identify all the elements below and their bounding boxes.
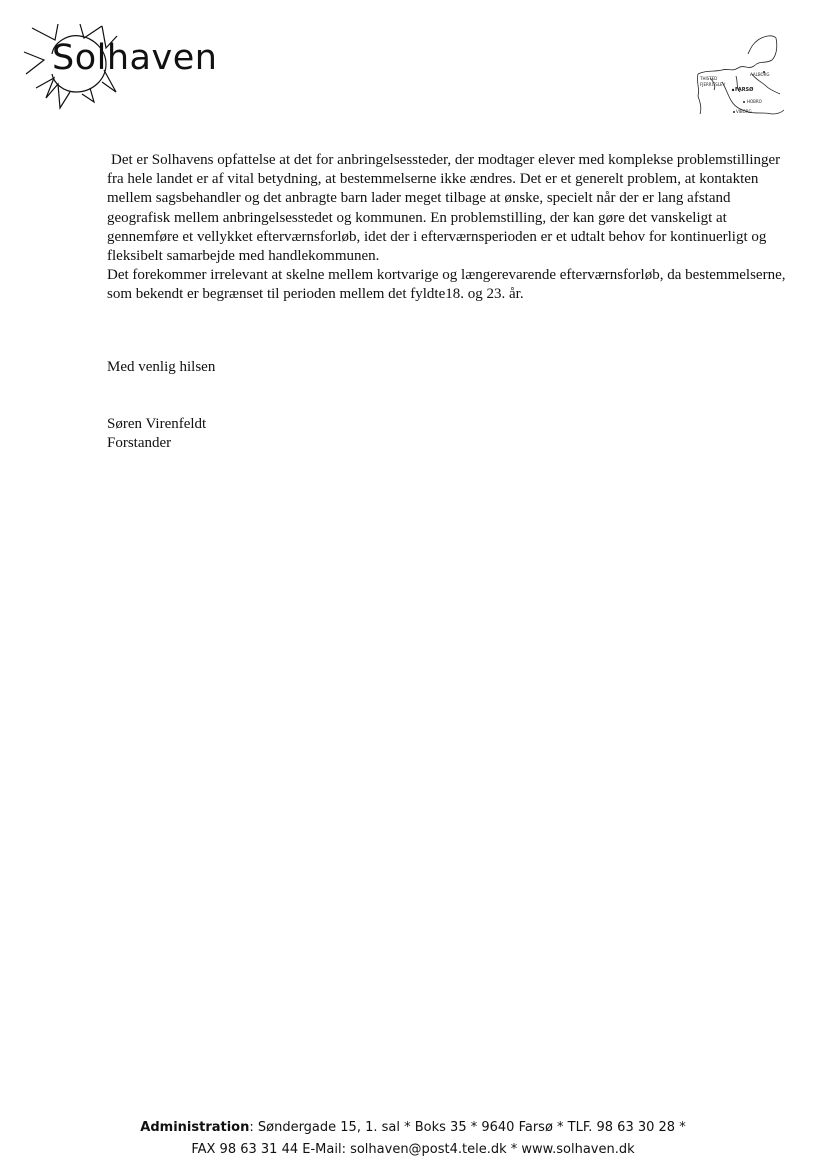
region-map <box>692 30 784 118</box>
body-paragraph: Det er Solhavens opfattelse at det for anbringelsessteder, der modtager elever med komplekse problemstillinger fra hele landet er af vital betydning, at bestemmelserne ikke ændres. Det er et generelt problem, at kontakten mellem sagsbehandler og det anbragte barn lader meget tilbage at ønske, specielt når der er lang afstand geografisk mellem anbringelsesstedet og kommunen. En problemstilling, der kan gøre det vanskeligt at gennemføre et vellykket efterværnsforløb, idet der i efterværnsperioden er et udtalt behov for kontinuerligt og fleksibelt samarbejde med handlekommunen. <box>107 152 781 265</box>
footer-contact-line: FAX 98 63 31 44 E-Mail: solhaven@post4.tele.dk * www.solhaven.dk <box>191 1142 635 1157</box>
closing-salutation: Med venlig hilsen <box>107 359 216 375</box>
body-paragraph: Det forekommer irrelevant at skelne mellem kortvarige og længerevarende efterværnsforløb, da bestemmelserne, som bekendt er begrænset til perioden mellem det fyldte18. og 23. år. <box>107 267 786 303</box>
map-label-viborg: VIBORG <box>736 109 752 114</box>
map-label-farso: FARSØ <box>735 87 754 93</box>
map-label-fjerritslev: FJERRITSLEV <box>700 82 726 87</box>
signer-title: Forstander <box>107 435 172 451</box>
signature-block <box>107 415 206 453</box>
logo-wordmark: Solhaven <box>52 38 218 78</box>
map-label-hobro: HOBRO <box>747 99 762 104</box>
map-label-aalborg: AALBORG <box>750 72 770 77</box>
footer-address: : Søndergade 15, 1. sal * Boks 35 * 9640 Farsø * TLF. 98 63 30 28 * <box>249 1120 686 1135</box>
signer-name: Søren Virenfeldt <box>107 416 207 432</box>
map-icon <box>692 30 784 118</box>
map-label-thisted: THISTED <box>700 76 718 81</box>
footer-label: Administration <box>140 1120 250 1135</box>
solhaven-logo <box>22 22 222 114</box>
letter-body <box>107 151 787 305</box>
footer-address-line <box>0 1120 826 1135</box>
